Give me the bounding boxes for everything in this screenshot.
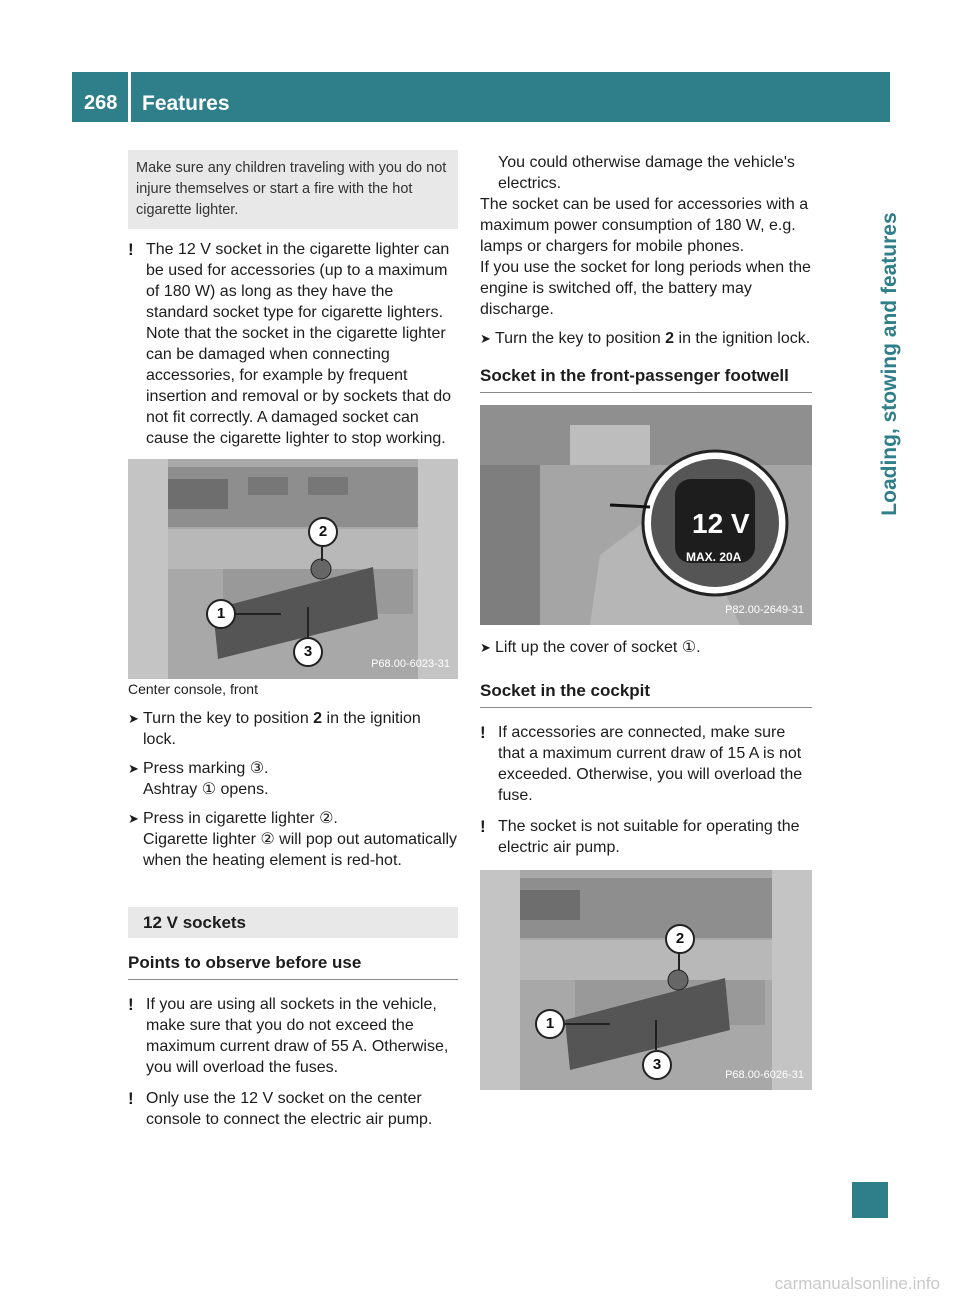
step-text: Lift up the cover of socket ①. (495, 639, 701, 656)
callout-1: 1 (535, 1009, 565, 1039)
note-text: Only use the 12 V socket on the center console to connect the electric air pump. (146, 1090, 433, 1128)
side-tab (850, 122, 901, 622)
watermark: carmanualsonline.info (774, 1274, 940, 1293)
subsection-heading: Points to observe before use (128, 952, 458, 980)
step-bold: 2 (665, 330, 675, 347)
callout-1: 1 (206, 599, 236, 629)
subsection-heading: Socket in the front-passenger footwell (480, 365, 812, 393)
step-arrow-icon: ➤ (480, 331, 491, 346)
step-arrow-icon: ➤ (128, 761, 139, 776)
warning-box: Make sure any children traveling with you do not injure themselves or start a fire with the hot cigarette lighter. (128, 150, 458, 229)
note-cockpit-pump (480, 816, 812, 858)
footwell-illustration (480, 405, 812, 625)
step-text: in the ignition lock. (143, 710, 421, 748)
continued-text: You could otherwise damage the vehicle's electrics. (498, 154, 795, 192)
step-text: Turn the key to position (143, 710, 314, 727)
callout-2: 2 (665, 924, 695, 954)
page-header (72, 72, 890, 122)
figure-caption: Center console, front (128, 681, 258, 697)
cockpit-socket-photo (480, 870, 812, 1090)
footwell-socket-photo (480, 405, 812, 625)
page-number: 268 (84, 92, 118, 114)
note-text: If you are using all sockets in the vehicle, make sure that you do not exceed the maximum current draw of 55 A. Otherwise, you will overload the fuses. (146, 996, 449, 1076)
right-column (480, 152, 812, 1090)
step-text: Press in cigarette lighter ②. (143, 810, 338, 827)
step-press-marking (128, 758, 458, 800)
socket-label-voltage: 12 V (692, 508, 750, 539)
header-separator (128, 72, 131, 122)
figure-reference: P68.00-6026-31 (725, 1069, 804, 1081)
side-tab-label: Loading, stowing and features (878, 212, 901, 516)
caution-icon: ! (128, 240, 134, 259)
step-text: Turn the key to position (495, 330, 666, 347)
step-text: in the ignition lock. (674, 330, 811, 347)
step-text: Press marking ③. (143, 760, 269, 777)
callout-leader (307, 607, 309, 637)
callout-leader (655, 1020, 657, 1050)
callout-3: 3 (293, 637, 323, 667)
step-lift-cover (480, 637, 812, 658)
caution-icon: ! (480, 723, 486, 742)
step-bold: 2 (313, 710, 323, 727)
note-max-current (128, 994, 458, 1078)
section-heading: 12 V sockets (128, 907, 458, 938)
note-text: The socket is not suitable for operating the electric air pump. (498, 818, 800, 856)
step-press-lighter (128, 808, 458, 871)
note-text: The 12 V socket in the cigarette lighter can be used for accessories (up to a maximum of 180 W) as long as they have the standard socket type for cigarette lighters. Note that the socket in the cigarette lighter can be damaged when connecting accessories, for example by frequent insertion and removal or by sockets that do not fit correctly. A damaged socket can cause the cigarette lighter to stop working. (146, 241, 452, 447)
step-result: Ashtray ① opens. (143, 781, 269, 798)
callout-2: 2 (308, 517, 338, 547)
note-air-pump (128, 1088, 458, 1130)
note-cigarette-socket (128, 239, 458, 449)
note-cockpit-current (480, 722, 812, 806)
figure-reference: P82.00-2649-31 (725, 604, 804, 616)
side-tab-marker (852, 1182, 888, 1218)
callout-leader (565, 1023, 610, 1025)
step-result: Cigarette lighter ② will pop out automatically when the heating element is red-hot. (143, 831, 458, 869)
subsection-heading: Socket in the cockpit (480, 680, 812, 708)
step-ignition (128, 708, 458, 750)
callout-3: 3 (642, 1050, 672, 1080)
paragraph: The socket can be used for accessories with a maximum power consumption of 180 W, e.g. lamps or chargers for mobile phones. (480, 196, 809, 255)
center-console-photo (128, 459, 458, 679)
left-column (128, 150, 458, 1130)
caution-icon: ! (128, 995, 134, 1014)
step-arrow-icon: ➤ (128, 811, 139, 826)
paragraph: If you use the socket for long periods when the engine is switched off, the battery may discharge. (480, 259, 811, 318)
caution-icon: ! (128, 1089, 134, 1108)
socket-label-current: MAX. 20A (686, 550, 742, 564)
figure-reference: P68.00-6023-31 (371, 658, 450, 670)
page-title: Features (142, 92, 230, 115)
step-ignition (480, 328, 812, 349)
callout-leader (236, 613, 281, 615)
step-arrow-icon: ➤ (128, 711, 139, 726)
step-arrow-icon: ➤ (480, 640, 491, 655)
callout-leader (321, 547, 323, 561)
caution-icon: ! (480, 817, 486, 836)
note-text: If accessories are connected, make sure that a maximum current draw of 15 A is not exceeded. Otherwise, you will overload the fuse. (498, 724, 803, 804)
